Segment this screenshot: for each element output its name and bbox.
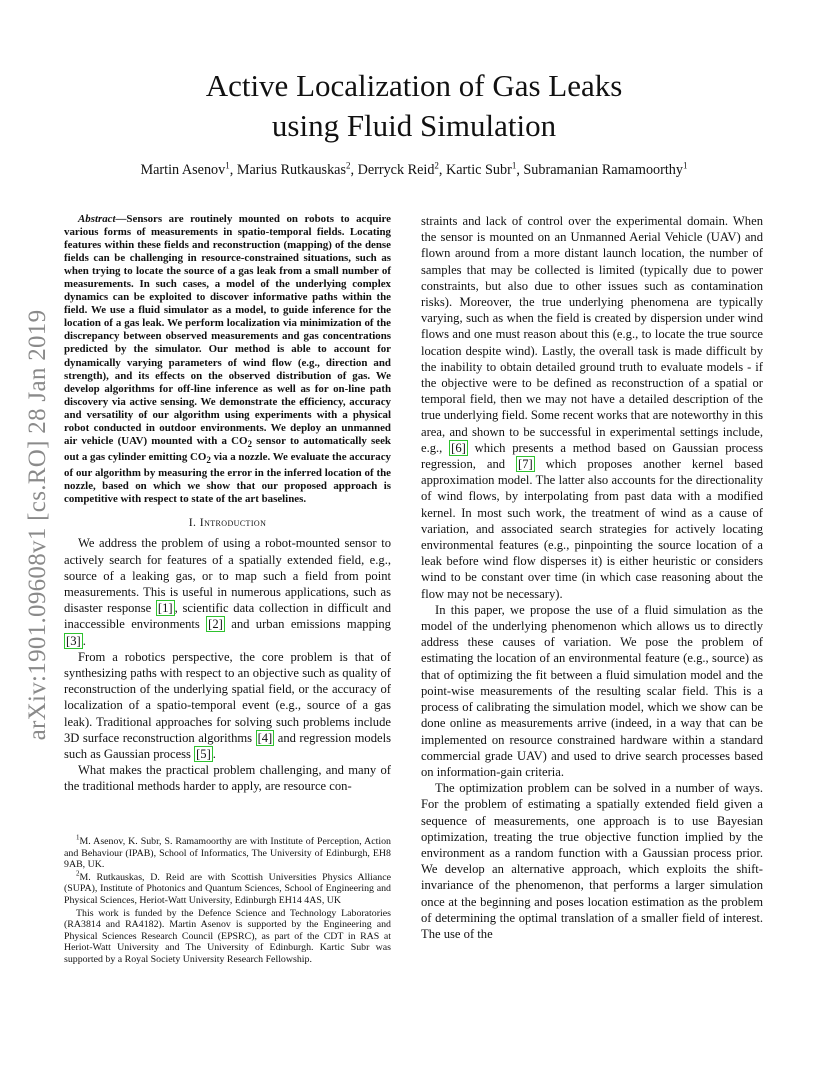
author-list: Martin Asenov$^1$, Marius Rutkauskas$^2$, Derryck Reid$^2$, Kartic Subr$^1$, Subramanian Ramamoorthy$^1$ (140, 160, 688, 178)
citation-link[interactable]: [1] (157, 601, 173, 616)
paper-title (100, 66, 728, 146)
citation-link[interactable]: [4] (257, 730, 273, 745)
footnote: $^1$M. Asenov, K. Subr, S. Ramamoorthy are with Institute of Perception, Action and Behaviour (IPAB), School of Informatics, The University of Edinburgh, EH8 9AB, UK. (64, 833, 391, 871)
citation-link[interactable]: [6] (451, 440, 466, 455)
author: Marius Rutkauskas$^2$ (236, 160, 351, 178)
citation-link[interactable]: [5] (196, 747, 211, 762)
footnote: $^2$M. Rutkauskas, D. Reid are with Scottish Universities Physics Alliance (SUPA), Institute of Photonics and Quantum Sciences, School of Engineering and Physical Sciences, Heriot-Watt University, Edinburgh EH14 4AS, UK (64, 869, 391, 906)
paragraph: In this paper, we propose the use of a fluid simulation as the model of the underlying phenomenon which allows us to directly address these causes of variation. We pose the problem of estimating the location of an environmental feature (e.g., source) as that of optimizing the fit between a fluid simulation model and the point-wise measurements of the resulting scalar field. This is a process of calibrating the simulation model, which we show can be done online as measurements arrive (indeed, in a way that can be implemented on resource constrained hardware within a standard commercial grade UAV) and used to drive search processes based on information-gain criteria. (421, 602, 763, 779)
citation-link[interactable]: [7] (518, 457, 533, 472)
arxiv-stamp-text: arXiv:1901.09608v1 [cs.RO] 28 Jan 2019 (24, 309, 51, 741)
right-column (421, 213, 763, 942)
paragraph: The optimization problem can be solved in a number of ways. For the problem of estimating a spatially extended field given a sequence of measurements, one approach is to use Bayesian optimization, treating the true objective function implied by the environment as a random function with a Gaussian process prior. We develop an alternative approach, which exploits the shift-invariance of the phenomenon, that performs a larger simulation once at the beginning and poses location estimation as the problem of determining the optimal translation of a smaller field of interest. The use of the (421, 781, 763, 941)
abstract: Abstract—Sensors are routinely mounted on robots to acquire various forms of measurements in spatio-temporal fields. Locating features within these fields and reconstruction (mapping) of the dense fields can be challenging in resource-constrained situations, such as when trying to locate the source of a gas leak from a small number of measurements. In such cases, a model of the underlying complex dynamics can be exploited to discover informative paths within the field. We use a fluid simulator as a model, to guide inference for the location of a gas leak. We perform localization via minimization of the discrepancy between observed measurements and gas concentrations predicted by the simulator. Our method is able to account for dynamically varying parameters of wind flow (e.g., direction and strength), and its effects on the observed distribution of gas. We develop algorithms for off-line inference as well as for on-line path discovery via active sensing. We demonstrate the efficiency, accuracy and versatility of our algorithm using experiments with a physical robot conducted in outdoor environments. We deploy an unmanned air vehicle (UAV) mounted with a $CO_2$ sensor to automatically seek out a gas cylinder emitting $CO_2$ via a nozzle. We evaluate the accuracy of our algorithm by measuring the error in the inferred location of the nozzle, based on which we show that our proposed approach is competitive with respect to state of the art baselines. (64, 213, 391, 506)
paragraph: We address the problem of using a robot-mounted sensor to actively search for features of a spatially extended field, e.g., source of a leaking gas, or to map such a field from point measurements. This is useful in numerous applications, such as disaster response [1] , scientific data collection in difficult and inaccessible environments [2] and urban emissions mapping [3] . (64, 536, 391, 648)
author: Subramanian Ramamoorthy$^1$ (523, 160, 688, 178)
title-line-2: using Fluid Simulation (271, 108, 557, 143)
author: Derryck Reid$^2$ (357, 160, 439, 178)
citation-link[interactable]: [2] (208, 617, 223, 632)
section-heading: I. Introduction (188, 515, 267, 530)
footnote: This work is funded by the Defence Science and Technology Laboratories (RA3814 and RA4182). Martin Asenov is supported by the Engineering and Physical Sciences Research Council (EPSRC), as part of the CDT in RAS at Heriot-Watt University and The University of Edinburgh. Kartic Subr was supported by a Royal Society University Research Fellowship. (64, 907, 391, 965)
left-column (64, 213, 391, 795)
author: Martin Asenov$^1$ (140, 160, 230, 178)
arxiv-stamp (22, 290, 54, 760)
paragraph: From a robotics perspective, the core problem is that of synthesizing paths with respect to an objective such as quality of reconstruction of the underlying spatial field, or the accuracy of localization of a spatio-temporal event (e.g., source of a gas leak). Traditional approaches for solving such problems include 3D surface reconstruction algorithms [4] and regression models such as Gaussian process [5] . (64, 649, 391, 762)
footnotes (64, 833, 391, 967)
author: Kartic Subr$^1$ (446, 160, 517, 178)
title-line-1: Active Localization of Gas Leaks (205, 68, 623, 103)
citation-link[interactable]: [3] (66, 633, 81, 648)
abstract-label: Abstract (78, 213, 116, 225)
paragraph: straints and lack of control over the experimental domain. When the sensor is mounted on an Unmanned Aerial Vehicle (UAV) and flown around from a more distant launch location, the number of samples that may be collected is limited (typically due to power constraints, but also due to other issues such as contamination risks). Moreover, the true underlying phenomena are typically varying, such as when the field is created by dispersion under wind flows and one must reason about this (e.g., to locate the true source location despite wind). Lastly, the overall task is made difficult by the inability to obtain detailed ground truth to evaluate models - if the objective were to be defined as reconstruction of a spatial or temporal field, then we may not have a detailed description of the true underlying field. Some recent works that are noteworthy in this area, and shown to be successful in experimental settings include, e.g., [6] which presents a method based on Gaussian process regression, and [7] which proposes another kernel based approximation model. The latter also accounts for the directionality of wind flows, by interpolating from past data with a modified kernel. In most such work, the treatment of wind as a cause of variation, and associated search strategies for actively locating environmental features (e.g., pinpointing the source location of a leak before wind flow disperses it) is either heuristic or considers wind to be constant over time (in which case reasoning about the flow may not be necessary). (421, 214, 763, 601)
paragraph: What makes the practical problem challenging, and many of the traditional methods harder to apply, are resource con- (64, 763, 391, 794)
